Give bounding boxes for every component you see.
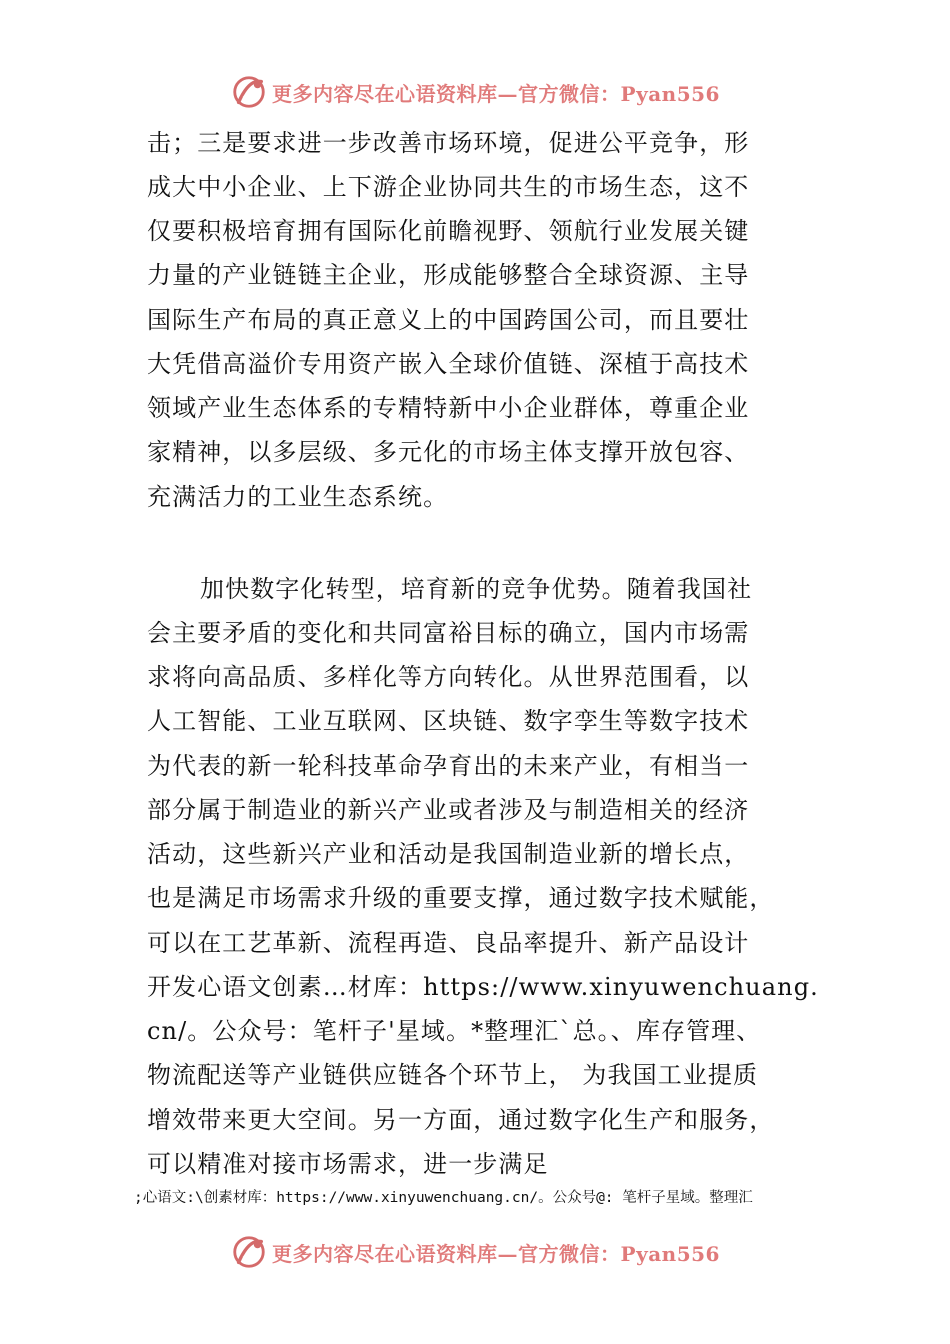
text-line: 国际生产布局的真正意义上的中国跨国公司，而且要壮 [147, 306, 750, 334]
text-line: 人工智能、工业互联网、区块链、数字孪生等数字技术 [147, 707, 750, 735]
footnote: ;心语文:\创素材库：https://www.xinyuwenchuang.cn/。公众号@: 笔杆子星域。整理汇 [134, 1190, 753, 1206]
text-line: 求将向高品质、多样化等方向转化。从世界范围看，以 [147, 663, 750, 691]
footer-banner [0, 1232, 950, 1272]
text-line: 充满活力的工业生态系统。 [147, 483, 449, 511]
footer-banner-text: 更多内容尽在心语资料库—官方微信：Pyan556 [272, 1241, 720, 1266]
text-line: 增效带来更大空间。另一方面，通过数字化生产和服务， [147, 1106, 775, 1134]
text-line: 家精神，以多层级、多元化的市场主体支撑开放包容、 [147, 438, 750, 466]
text-line: 会主要矛盾的变化和共同富裕目标的确立，国内市场需 [147, 619, 750, 647]
brand-logo-icon [230, 73, 268, 111]
text-line: 领域产业生态体系的专精特新中小企业群体，尊重企业 [147, 394, 750, 422]
text-line: 仅要积极培育拥有国际化前瞻视野、领航行业发展关键 [147, 217, 750, 245]
text-line: 可以精准对接市场需求，进一步满足 [147, 1150, 549, 1178]
text-line: cn/。公众号：笔杆子'星域。*整理汇`总。、库存管理、 [147, 1017, 762, 1045]
text-line: 大凭借高溢价专用资产嵌入全球价值链、深植于高技术 [147, 350, 750, 378]
text-line: 活动，这些新兴产业和活动是我国制造业新的增长点， [147, 840, 750, 868]
text-line: 为代表的新一轮科技革命孕育出的未来产业，有相当一 [147, 752, 750, 780]
text-line: 力量的产业链链主企业，形成能够整合全球资源、主导 [147, 261, 750, 289]
text-line: 加快数字化转型，培育新的竞争优势。随着我国社 [200, 575, 753, 603]
text-line: 部分属于制造业的新兴产业或者涉及与制造相关的经济 [147, 796, 750, 824]
text-line: 成大中小企业、上下游企业协同共生的市场生态，这不 [147, 173, 750, 201]
text-line: 击；三是要求进一步改善市场环境，促进公平竞争，形 [147, 129, 750, 157]
text-line: 物流配送等产业链供应链各个环节上， 为我国工业提质 [147, 1061, 759, 1089]
text-line: 可以在工艺革新、流程再造、良品率提升、新产品设计 [147, 929, 750, 957]
header-banner [0, 72, 950, 112]
header-banner-text: 更多内容尽在心语资料库—官方微信：Pyan556 [272, 81, 720, 106]
brand-logo-icon [230, 1233, 268, 1271]
text-line: 开发心语文创素…材库：https://www.xinyuwenchuang. [147, 973, 819, 1001]
text-line: 也是满足市场需求升级的重要支撑，通过数字技术赋能， [147, 884, 775, 912]
